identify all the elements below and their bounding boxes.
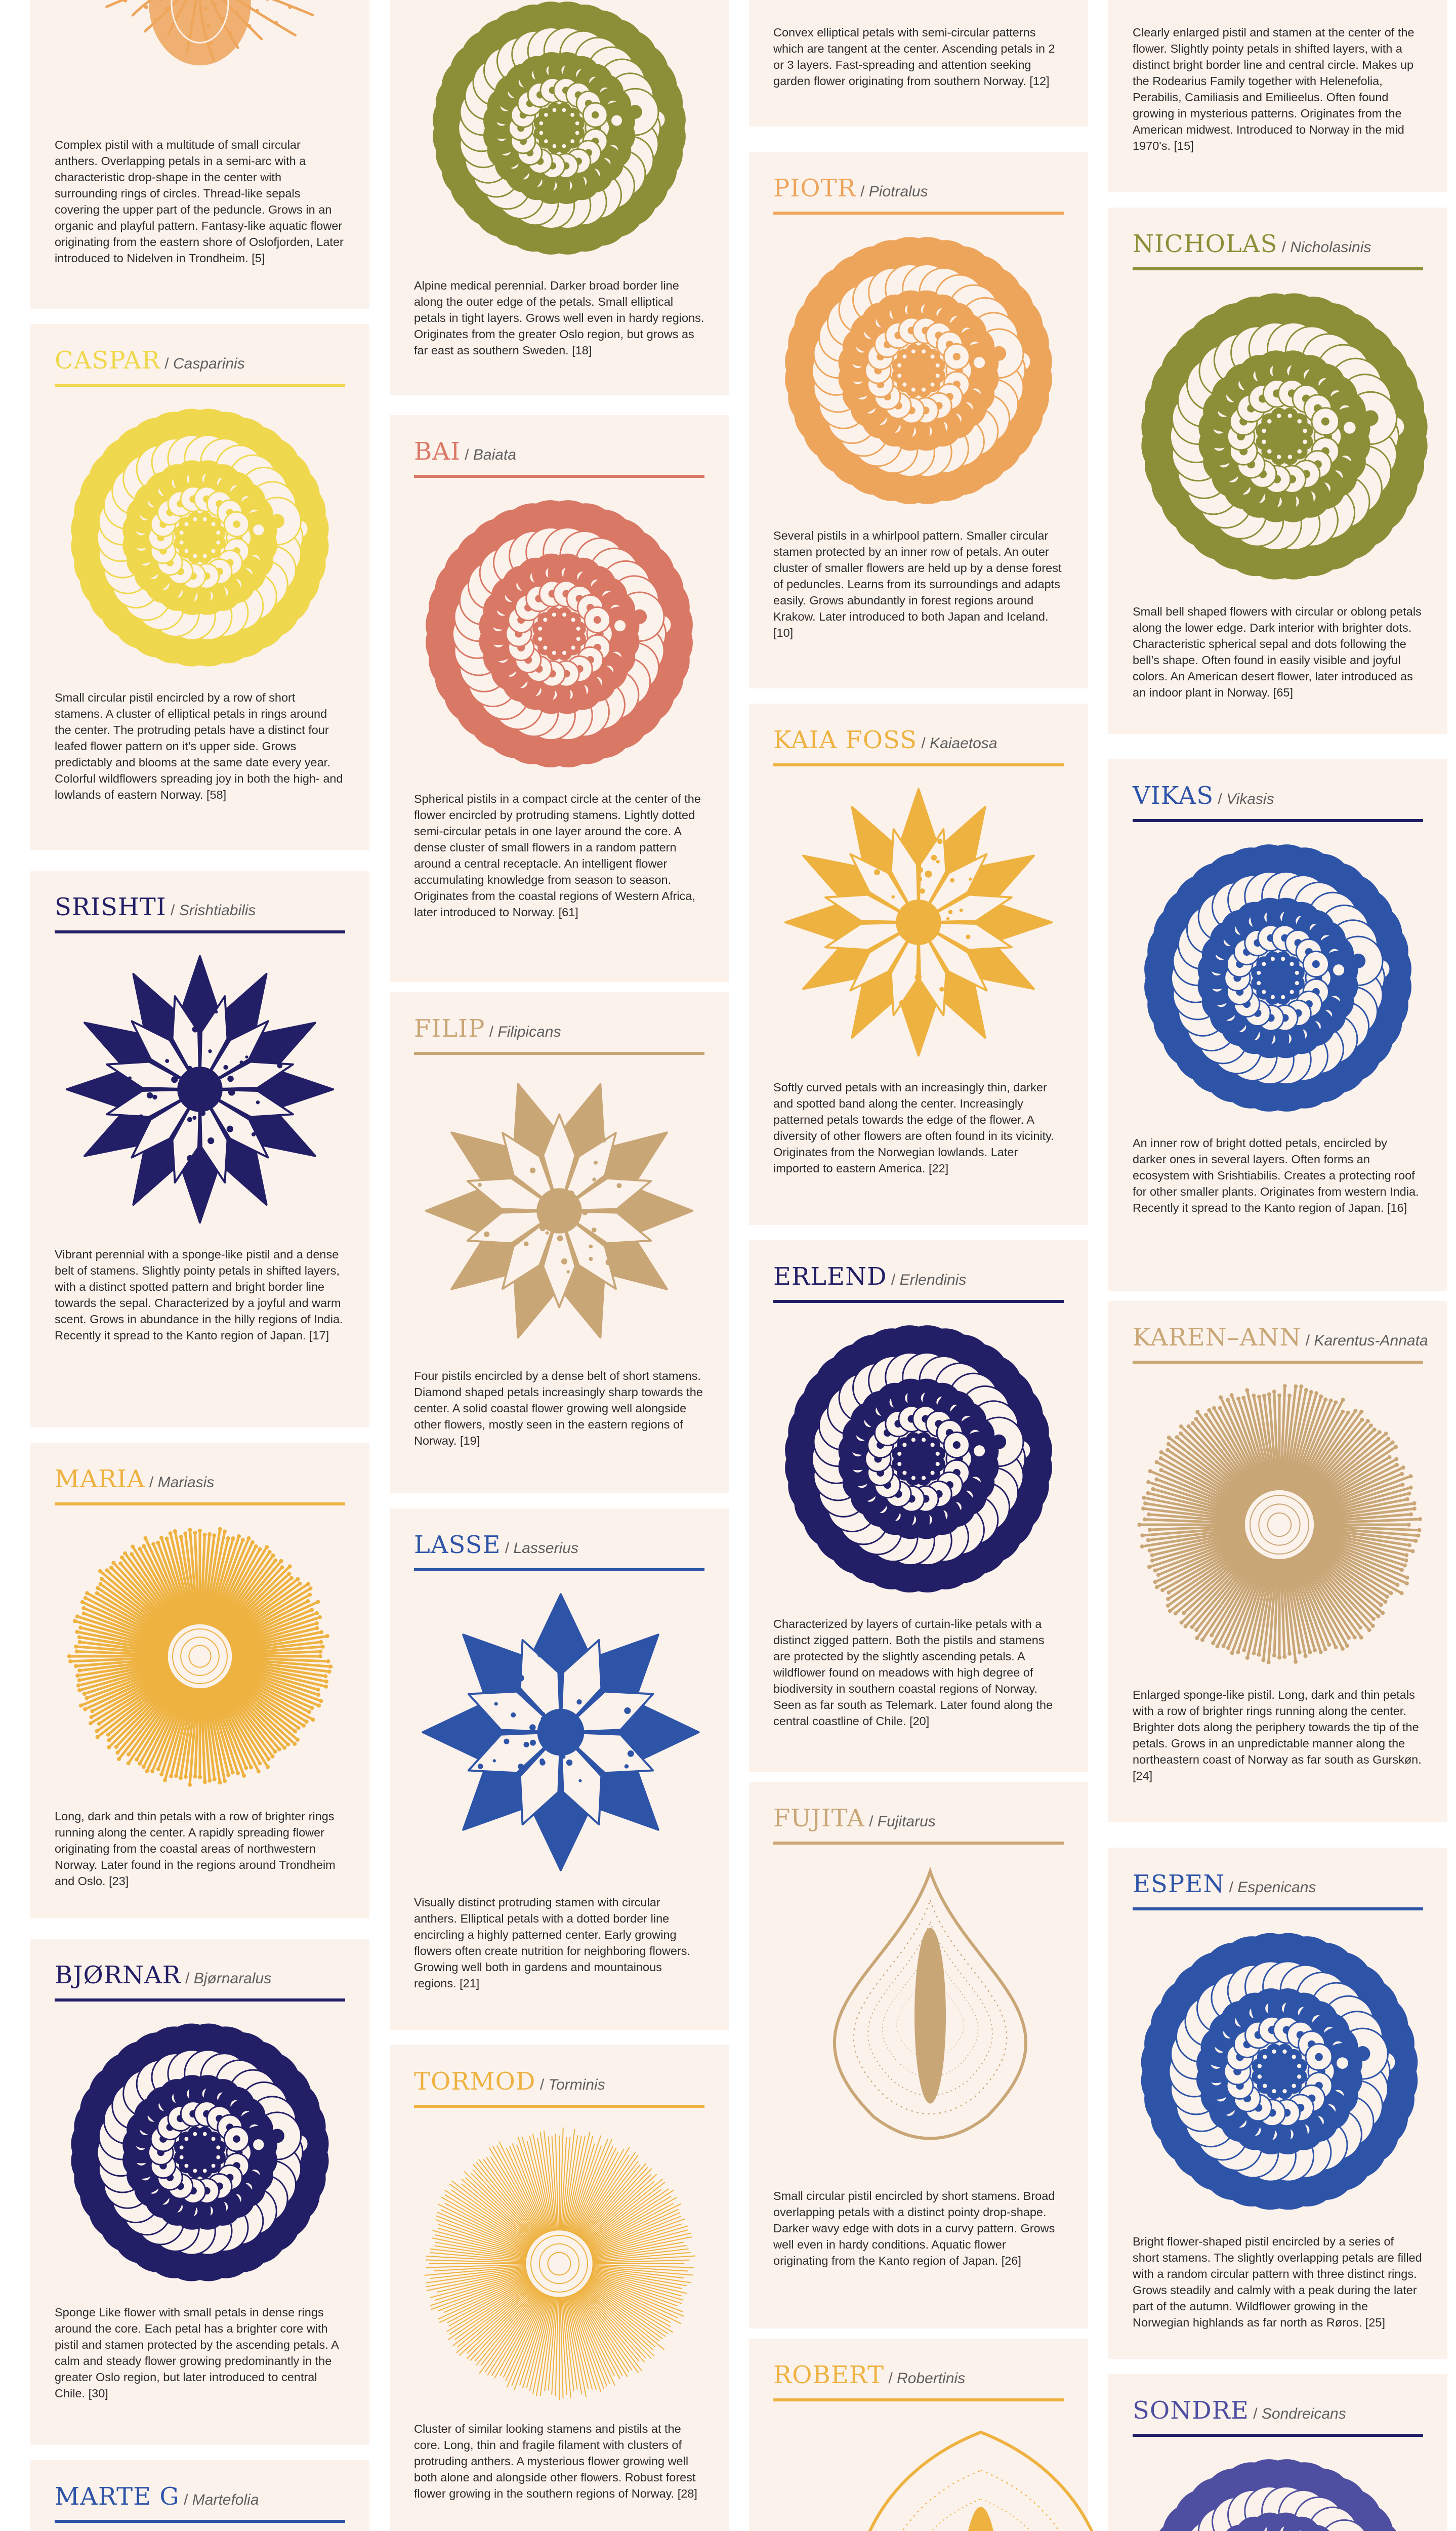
flower-latin-name: Torminis — [548, 2076, 605, 2093]
flower-description: Small circular pistil encircled by short stamens. Broad overlapping petals with a distinct pointy drop-shape. Darker wavy edge with dots in a curvy pattern. Grows well even in hardy conditions. Aquatic flower originating from the Kanto region of Japan. [26] — [773, 2189, 1055, 2267]
title-rule — [414, 2105, 704, 2108]
flower-title — [1133, 2398, 1423, 2423]
flower-description: Small circular pistil encircled by a row of short stamens. A cluster of elliptical petals in rings around the center. The protruding petals have a distinct four leafed flower pattern on it's upper side. Grows predictably and blooms at the same date every year. Colorful wildflowers spreading joy in both the high- and lowlands of eastern Norway. [58] — [55, 691, 343, 801]
flower-latin-name: Erlendinis — [899, 1272, 967, 1288]
flower-card-fujita — [749, 1782, 1088, 2329]
flower-name: FILIP — [414, 1014, 485, 1043]
flower-latin-name: Martefolia — [192, 2492, 259, 2508]
title-rule — [1133, 819, 1423, 822]
drop-shape-icon — [773, 1859, 1087, 2173]
flower-title — [773, 176, 1064, 200]
flower-name: LASSE — [414, 1531, 501, 1559]
flower-title — [55, 895, 345, 919]
flower-latin-name: Fujitarus — [877, 1813, 936, 1830]
flower-card-bai — [390, 415, 729, 982]
flower-description: Vibrant perennial with a sponge-like pistil and a dense belt of stamens. Slightly pointy petals in shifted layers, with a distinct spotted pattern and bright border line towards the sepal. Characterized by a joyful and warm scent. Grows in abundance in the hilly regions of India. Recently it spread to the Kanto region of Japan. [17] — [55, 1248, 343, 1342]
flower-description: Cluster of similar looking stamens and pistils at the core. Long, thin and fragile filament with clusters of protruding anthers. A mysterious flower growing well both alone and alongside other flowers. Robust forest flower growing in the southern regions of Norway. [28] — [414, 2422, 697, 2500]
cluster-flower-icon — [418, 492, 701, 775]
name-separator: / — [887, 1272, 900, 1288]
name-separator: / — [917, 735, 930, 752]
layered-petal-icon — [777, 781, 1060, 1064]
flower-title — [773, 1264, 1064, 1289]
flower-title — [773, 2363, 1064, 2387]
flower-card-bjornar — [30, 1939, 369, 2445]
moss-round-icon — [425, 0, 693, 262]
flower-title — [414, 439, 704, 464]
flower-latin-name: Srishtiabilis — [179, 902, 256, 919]
name-separator: / — [1214, 791, 1227, 807]
bell-cluster-icon — [1133, 284, 1436, 588]
title-rule — [414, 1052, 704, 1055]
name-separator: / — [460, 446, 473, 463]
name-separator: / — [485, 1024, 498, 1040]
flower-card-maria — [30, 1443, 369, 1918]
title-rule — [773, 763, 1064, 766]
flower-title — [773, 1806, 1064, 1830]
flower-card-nicholas — [1108, 208, 1447, 734]
flower-card-tormod — [390, 2045, 729, 2531]
title-rule — [55, 1502, 345, 1505]
flower-name: PIOTR — [773, 174, 856, 202]
flower-title — [1133, 1323, 1428, 1352]
flower-name: NICHOLAS — [1133, 230, 1278, 258]
flower-description: Visually distinct protruding stamen with circular anthers. Elliptical petals with a dotted border line encircling a highly patterned center. Early growing flowers often create nutrition for neighboring flowers. Growing well both in gardens and mountainous regions. [21] — [414, 1896, 691, 1990]
thread-round-icon — [418, 2122, 701, 2405]
curtain-ring-icon — [777, 1317, 1060, 1601]
name-separator: / — [160, 355, 173, 372]
title-rule — [55, 2520, 345, 2523]
flower-description: Complex pistil with a multitude of small circular anthers. Overlapping petals in a semi-arc with a characteristic drop-shape in the center with surrounding rings of circles. Thread-like sepals covering the upper part of the peduncle. Grows in an organic and playful pattern. Fantasy-like aquatic flower originating from the eastern shore of Oslofjorden, Later introduced to Nidelven in Trondheim. [5] — [55, 138, 344, 265]
round-flower-icon — [63, 401, 337, 674]
title-rule — [773, 1300, 1064, 1303]
whorl-flower-icon — [777, 229, 1060, 512]
flower-latin-name: Karentus-Annata — [1314, 1332, 1428, 1349]
flower-card-erlend — [749, 1240, 1088, 1772]
flower-latin-name: Bjørnaralus — [193, 1970, 272, 1987]
flower-name: ESPEN — [1133, 1870, 1225, 1898]
flower-title — [55, 1963, 345, 1987]
flower-description: Alpine medical perennial. Darker broad border line along the outer edge of the petals. Small elliptical petals in tight layers. Grows well even in hardy regions. Originates from the greater Oslo region, but grows as far east as southern Sweden. [18] — [414, 279, 704, 357]
name-separator: / — [1249, 2405, 1262, 2422]
name-separator: / — [884, 2370, 897, 2387]
title-rule — [773, 212, 1064, 215]
flower-description: Clearly enlarged pistil and stamen at the center of the flower. Slightly pointy petals in shifted layers, with a distinct bright border line and central circle. Makes up the Rodearius Family together with Helenefolia, Perabilis, Camiliasis and Emilieelus. Often found growing in mysterious patterns. Originates from the American midwest. Introduced to Norway in the mid 1970's. [15] — [1133, 26, 1415, 152]
flower-description: Softly curved petals with an increasingly thin, darker and spotted band along the center. Increasingly patterned petals towards the edge of the flower. A diversity of other flowers are often found in its vicinity. Originates from the Norwegian lowlands. Later imported to eastern America. [22] — [773, 1081, 1054, 1175]
flower-name: MARIA — [55, 1465, 145, 1493]
flower-title — [414, 2069, 704, 2094]
flower-title — [1133, 232, 1423, 256]
flower-latin-name: Kaiaetosa — [930, 735, 997, 752]
flower-name: KAIA FOSS — [773, 726, 918, 754]
name-separator: / — [864, 1813, 878, 1830]
flower-description: Characterized by layers of curtain-like petals with a distinct zigged pattern. Both the pistils and stamens are protected by the slightly ascending petals. A wildflower found on meadows with high degree of biodiversity in southern coastal regions of Norway. Seen as far south as Telemark. Later found along the central coastline of Chile. [20] — [773, 1617, 1053, 1728]
title-rule — [1133, 1907, 1423, 1910]
flower-title — [55, 348, 345, 373]
flower-latin-name: Mariasis — [157, 1474, 215, 1491]
diamond-petal-icon — [418, 1069, 701, 1353]
flower-card-alpine — [390, 0, 729, 395]
coral-icon — [58, 0, 342, 116]
flower-card-espen — [1108, 1848, 1447, 2359]
flower-latin-name: Vikasis — [1226, 791, 1274, 807]
flower-name: ERLEND — [773, 1262, 887, 1291]
star-flower-icon — [58, 948, 342, 1231]
name-separator: / — [1301, 1332, 1314, 1349]
flower-name: BAI — [414, 437, 461, 466]
flower-description: Long, dark and thin petals with a row of brighter rings running along the center. A rapidly spreading flower originating from the coastal areas of northwestern Norway. Later found in the regions around Trondheim and Oslo. [23] — [55, 1810, 336, 1888]
flower-description: Enlarged sponge-like pistil. Long, dark and thin petals with a row of brighter rings running along the center. Brighter dots along the periphery towards the tip of the petals. Grows in an unpredictable manner along the northeastern coast of Norway as far south as Gurskøn. [24] — [1133, 1688, 1422, 1782]
flower-title — [1133, 1872, 1423, 1896]
sunburst-icon — [63, 1520, 337, 1793]
title-rule — [1133, 267, 1423, 270]
title-rule — [414, 1568, 704, 1571]
flower-card-srishti — [30, 871, 369, 1427]
name-separator: / — [145, 1474, 158, 1491]
flower-name: ROBERT — [773, 2361, 885, 2389]
flower-name: CASPAR — [55, 346, 160, 375]
flower-title — [1133, 784, 1423, 808]
title-rule — [773, 2398, 1064, 2401]
flower-latin-name: Casparinis — [173, 355, 245, 372]
name-separator: / — [1277, 239, 1291, 256]
title-rule — [55, 1998, 345, 2002]
flower-name: FUJITA — [773, 1804, 865, 1832]
flower-card-filip — [390, 992, 729, 1493]
flower-description: Spherical pistils in a compact circle at the center of the flower encircled by protruding stamens. Lightly dotted semi-circular petals in one layer around the core. A dense cluster of small flowers in a random pattern around a central receptacle. An intelligent flower accumulating knowledge from season to season. Originates from the coastal regions of Western Africa, later introduced to Norway. [61] — [414, 792, 701, 919]
flower-latin-name: Robertinis — [897, 2370, 966, 2387]
blob-cluster-icon — [1133, 1925, 1426, 2218]
flower-name: MARTE G — [55, 2482, 180, 2511]
name-separator: / — [1225, 1879, 1238, 1896]
star-circle-icon — [1136, 2451, 1420, 2531]
name-separator: / — [535, 2076, 549, 2093]
flower-latin-name: Piotralus — [868, 183, 928, 200]
flower-card-caspar — [30, 324, 369, 850]
flower-card-top-4 — [1108, 0, 1447, 192]
flower-title — [55, 1467, 345, 1491]
dotted-ring-icon — [1136, 836, 1420, 1120]
title-rule — [55, 384, 345, 387]
name-separator: / — [181, 1970, 194, 1987]
flower-description: Sponge Like flower with small petals in dense rings around the core. Each petal has a brighter core with pistil and stamen protected by the ascending petals. A calm and steady flower growing predominantly in the greater Oslo region, but later introduced to central Chile. [30] — [55, 2306, 339, 2400]
flower-name: TORMOD — [414, 2067, 536, 2096]
flower-latin-name: Nicholasinis — [1290, 239, 1371, 256]
flower-name: SONDRE — [1133, 2396, 1249, 2425]
flower-latin-name: Sondreicans — [1261, 2405, 1346, 2422]
flower-title — [414, 1533, 704, 1557]
title-rule — [1133, 2434, 1423, 2437]
name-separator: / — [501, 1540, 514, 1557]
flower-name: SRISHTI — [55, 893, 167, 921]
ray-ring-icon — [1133, 1378, 1426, 1671]
flower-card-vikas — [1108, 759, 1447, 1291]
flower-card-robert — [749, 2339, 1088, 2531]
flower-name: KAREN–ANN — [1133, 1323, 1302, 1352]
dense-round-icon — [63, 2016, 337, 2289]
pointed-star-icon — [414, 1585, 708, 1879]
flower-card-coral — [30, 0, 369, 309]
flower-description: Four pistils encircled by a dense belt of short stamens. Diamond shaped petals increasingly sharp towards the center. A solid coastal flower growing well alongside other flowers, mostly seen in the eastern regions of Norway. [19] — [414, 1369, 703, 1447]
flower-card-lasse — [390, 1508, 729, 2030]
flower-card-marte-g — [30, 2460, 369, 2531]
flower-latin-name: Lasserius — [513, 1540, 578, 1557]
flower-description: Convex elliptical petals with semi-circular patterns which are tangent at the center. Ascending petals in 2 or 3 layers. Fast-spreading and attention seeking garden flower originating from southern Norway. [12] — [773, 26, 1055, 88]
flower-title — [414, 1016, 704, 1041]
name-separator: / — [179, 2492, 192, 2508]
flower-card-top-3 — [749, 0, 1088, 127]
flower-description: Small bell shaped flowers with circular or oblong petals along the lower edge. Dark interior with brighter dots. Characteristic spherical sepal and dots following the bell's shape. Often found in easily visible and joyful colors. An American desert flower, later introduced as an indoor plant in Norway. [65] — [1133, 605, 1422, 699]
flower-description: Several pistils in a whirlpool pattern. Smaller circular stamen protected by an inner row of petals. An outer cluster of smaller flowers are held up by a dense forest of peduncles. Learns from its surroundings and adapts easily. Grows abundantly in forest regions around Krakow. Later introduced to both Japan and Iceland. [10] — [773, 529, 1062, 639]
flower-title — [55, 2484, 345, 2509]
title-rule — [55, 930, 345, 933]
flower-latin-name: Filipicans — [497, 1024, 561, 1040]
name-separator: / — [856, 183, 869, 200]
title-rule — [414, 475, 704, 478]
title-rule — [1133, 1361, 1423, 1364]
flower-name: VIKAS — [1133, 782, 1214, 810]
flower-description: An inner row of bright dotted petals, encircled by darker ones in several layers. Often forms an ecosystem with Srishtiabilis. Creates a protecting roof for other smaller plants. Originates from western India. Recently it spread to the Kanto region of Japan. [16] — [1133, 1136, 1419, 1214]
title-rule — [773, 1842, 1064, 1845]
flower-latin-name: Baiata — [473, 446, 516, 463]
flower-description: Bright flower-shaped pistil encircled by a series of short stamens. The slightly overlapping petals are filled with a random circular pattern with three distinct rings. Grows steadily and calmly with a peak during the later part of the autumn. Wildflower growing in the Norwegian highlands as far north as Røros. [25] — [1133, 2235, 1422, 2329]
name-separator: / — [166, 902, 179, 919]
flower-latin-name: Espenicans — [1237, 1879, 1316, 1896]
flower-card-sondre — [1108, 2374, 1447, 2531]
flower-name: BJØRNAR — [55, 1961, 181, 1989]
flower-title — [773, 728, 1064, 752]
flower-card-kaia-foss — [749, 704, 1088, 1225]
flower-card-piotr — [749, 152, 1088, 688]
flower-card-karen-ann — [1108, 1301, 1447, 1822]
